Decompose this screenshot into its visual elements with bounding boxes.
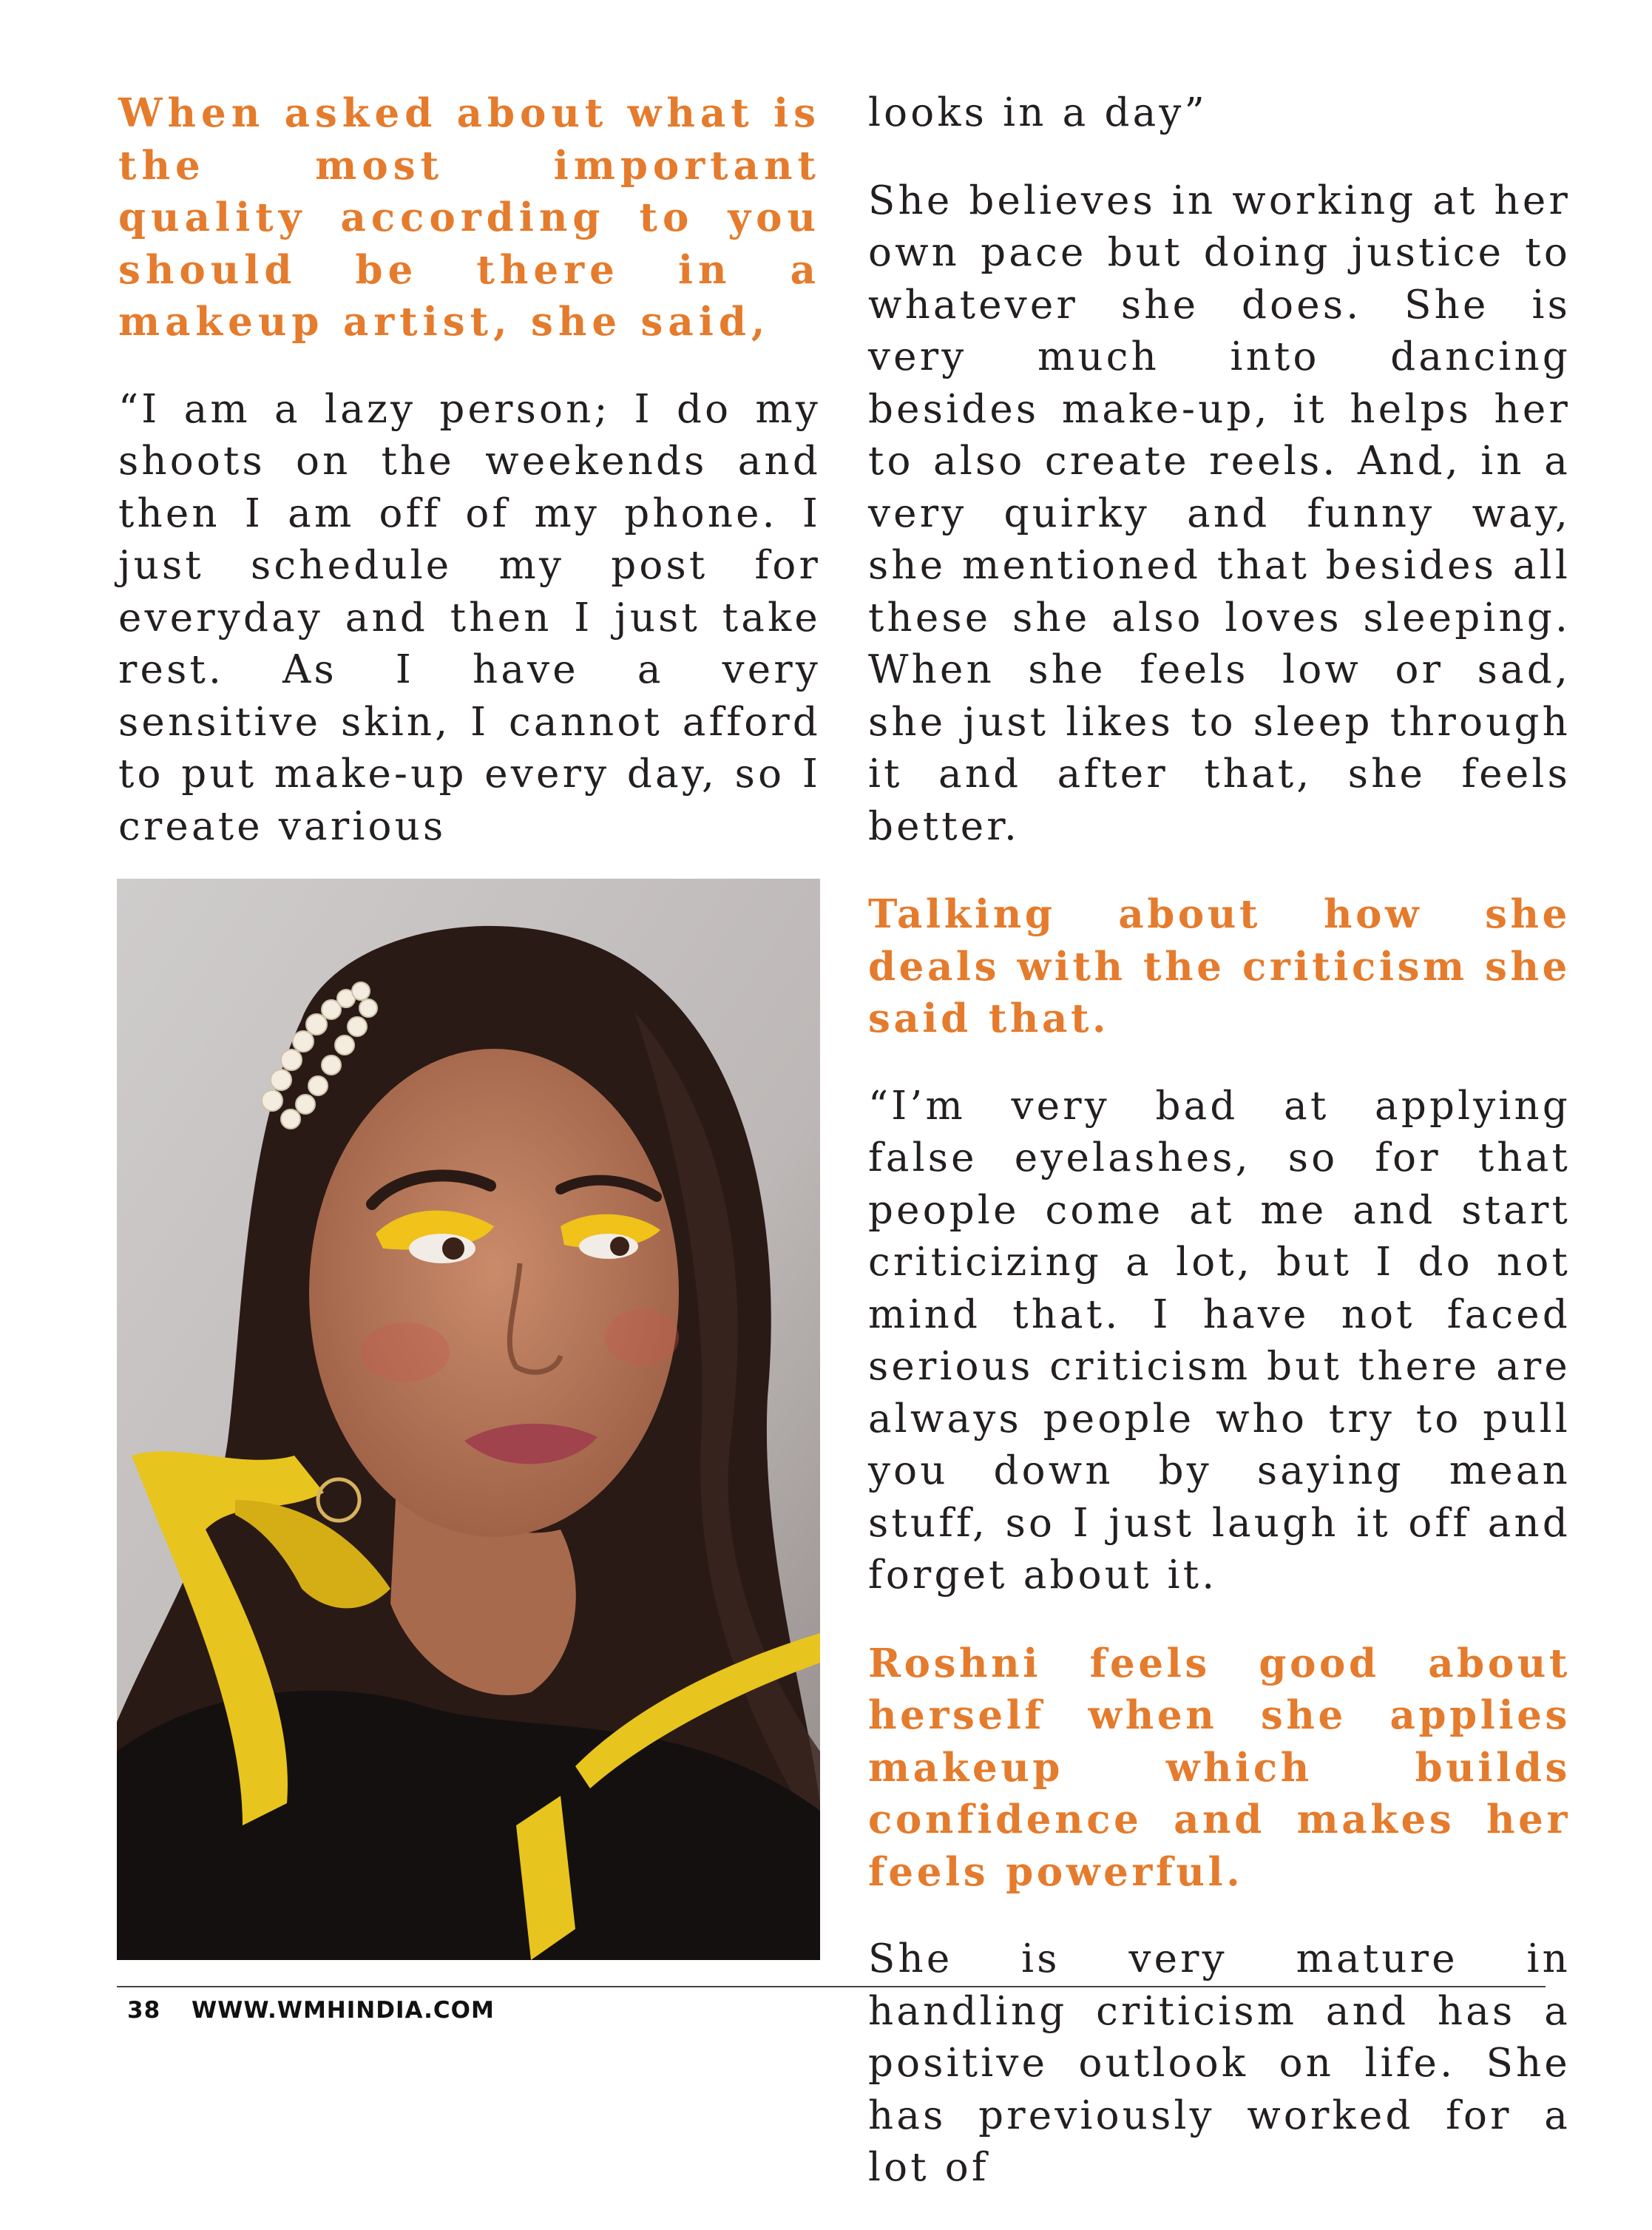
right-column <box>868 87 1571 2230</box>
website-url: WWW.WMHINDIA.COM <box>191 1997 495 2024</box>
paragraph-mature-outlook: She is very mature in handling criticism and has a positive outlook on life. She has previously worked for a lot of <box>868 1936 1571 2190</box>
pull-highlight-confidence: Roshni feels good about herself when she applies makeup which builds confidence and makes her feels powerful. <box>868 1640 1571 1895</box>
page-footer <box>127 1997 495 2024</box>
paragraph-pace-and-dancing: She believes in working at her own pace but doing justice to whatever she does. She is very much into dancing besides make-up, it helps her to also create reels. And, in a very quirky and funny way, she mentioned that besides all these she also loves sleeping. When she feels low or sad, she just likes to sleep through it and after that, she feels better. <box>868 178 1571 849</box>
left-column <box>118 87 821 888</box>
quote-paragraph-lazy-person: “I am a lazy person; I do my shoots on the weekends and then I am off of my phone. I just schedule my post for everyday and then I just take rest. As I have a very sensitive skin, I cannot afford to put make-up every day, so I create various <box>118 386 821 849</box>
footer-divider <box>117 1986 1546 1987</box>
page-number: 38 <box>127 1997 161 2024</box>
pull-highlight-criticism: Talking about how she deals with the criticism she said that. <box>868 891 1571 1041</box>
quote-paragraph-eyelashes: “I’m very bad at applying false eyelashes, so for that people come at me and start criticizing a lot, but I do not mind that. I have not faced serious criticism but there are always people who try to pull you down by saying mean stuff, so I just laugh it off and forget about it. <box>868 1083 1571 1598</box>
pull-highlight-question: When asked about what is the most important quality according to you should be there in a makeup artist, she said, <box>118 90 821 345</box>
quote-continuation: looks in a day” <box>868 90 1208 135</box>
portrait-photo <box>117 879 820 1960</box>
